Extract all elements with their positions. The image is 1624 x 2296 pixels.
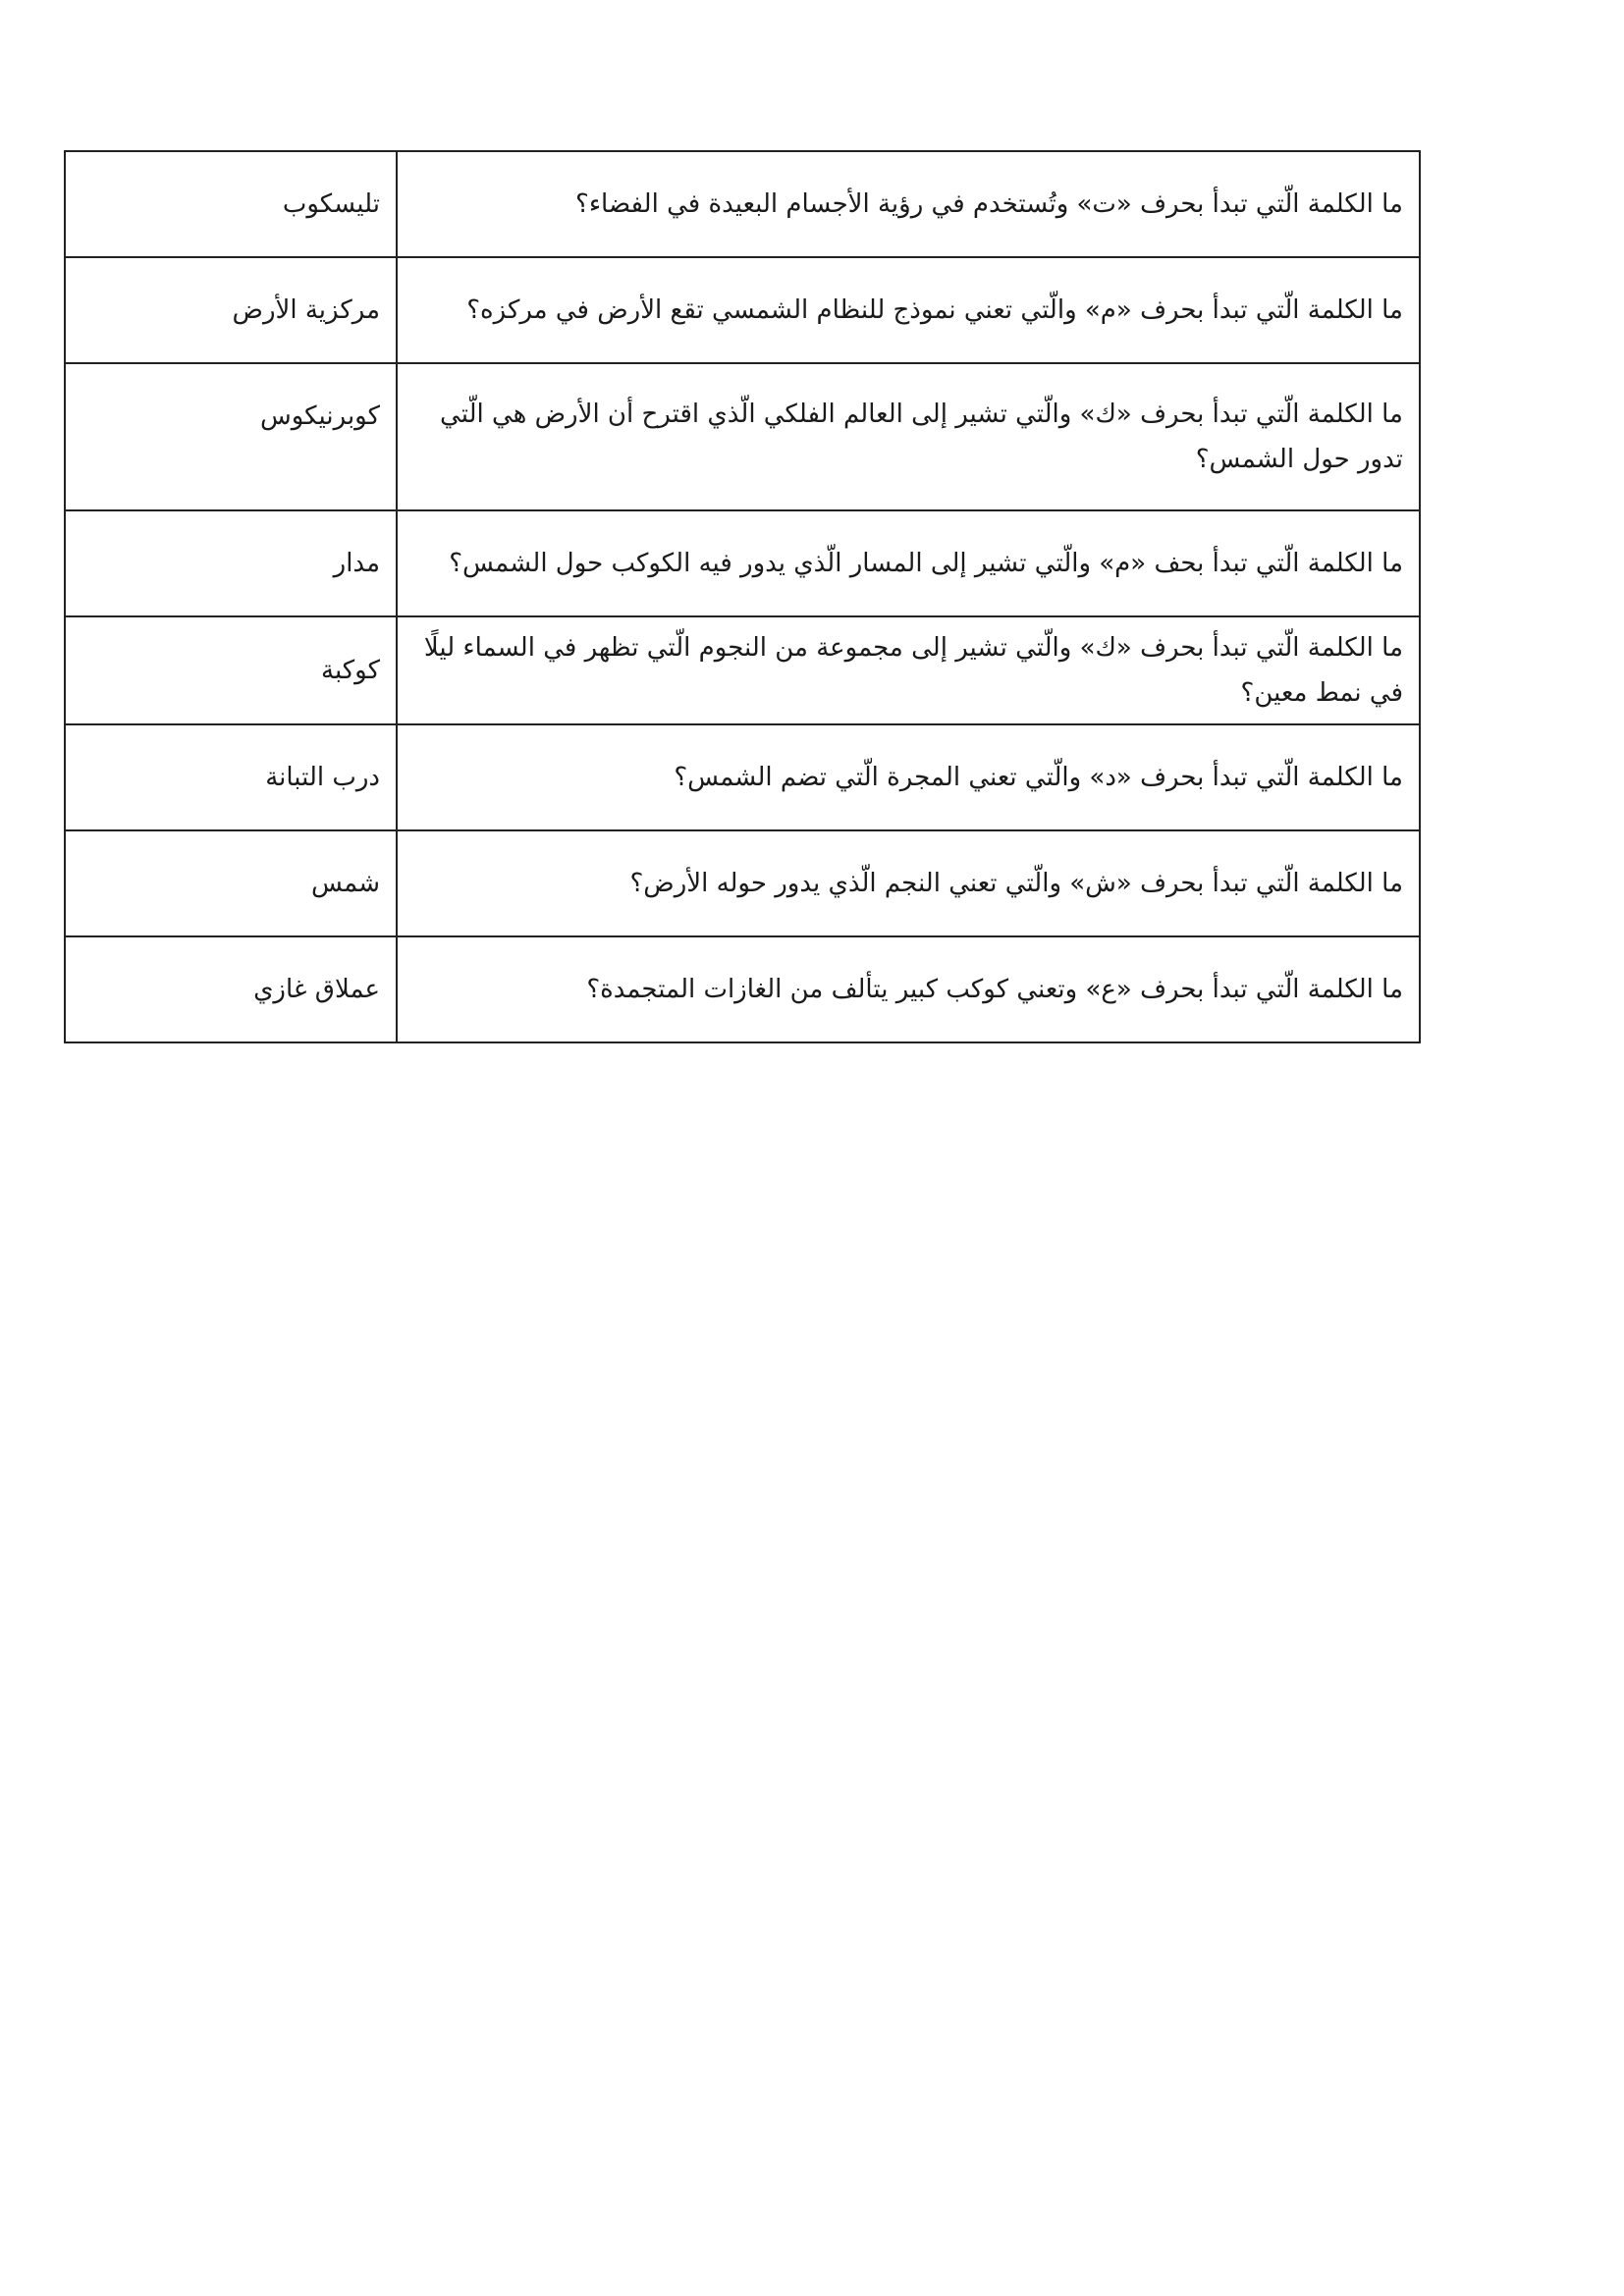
question-cell: ما الكلمة الّتي تبدأ بحرف «ك» والّتي تشير إلى مجموعة من النجوم الّتي تظهر في السماء ليلًا في نمط معين؟ bbox=[397, 616, 1420, 724]
table-row bbox=[65, 936, 1420, 1042]
table-row bbox=[65, 724, 1420, 830]
table-row bbox=[65, 830, 1420, 936]
question-cell: ما الكلمة الّتي تبدأ بحرف «ت» وتُستخدم في رؤية الأجسام البعيدة في الفضاء؟ bbox=[397, 151, 1420, 257]
answer-cell: عملاق غازي bbox=[65, 936, 397, 1042]
answer-cell: درب التبانة bbox=[65, 724, 397, 830]
question-cell: ما الكلمة الّتي تبدأ بحرف «ع» وتعني كوكب كبير يتألف من الغازات المتجمدة؟ bbox=[397, 936, 1420, 1042]
table-row bbox=[65, 363, 1420, 510]
document-sheet bbox=[64, 150, 1419, 1043]
question-cell: ما الكلمة الّتي تبدأ بحرف «م» والّتي تعني نموذج للنظام الشمسي تقع الأرض في مركزه؟ bbox=[397, 257, 1420, 363]
table-row bbox=[65, 257, 1420, 363]
answer-cell: شمس bbox=[65, 830, 397, 936]
question-cell: ما الكلمة الّتي تبدأ بحرف «د» والّتي تعني المجرة الّتي تضم الشمس؟ bbox=[397, 724, 1420, 830]
table-row bbox=[65, 510, 1420, 616]
table-row bbox=[65, 616, 1420, 724]
question-cell: ما الكلمة الّتي تبدأ بحرف «ش» والّتي تعني النجم الّذي يدور حوله الأرض؟ bbox=[397, 830, 1420, 936]
answer-cell: تليسكوب bbox=[65, 151, 397, 257]
question-cell: ما الكلمة الّتي تبدأ بحرف «ك» والّتي تشير إلى العالم الفلكي الّذي اقترح أن الأرض هي الّتي تدور حول الشمس؟ bbox=[397, 363, 1420, 510]
question-answer-table bbox=[64, 150, 1421, 1043]
answer-cell: كوكبة bbox=[65, 616, 397, 724]
question-cell: ما الكلمة الّتي تبدأ بحف «م» والّتي تشير إلى المسار الّذي يدور فيه الكوكب حول الشمس؟ bbox=[397, 510, 1420, 616]
answer-cell: كوبرنيكوس bbox=[65, 363, 397, 510]
answer-cell: مركزية الأرض bbox=[65, 257, 397, 363]
answer-cell: مدار bbox=[65, 510, 397, 616]
table-row bbox=[65, 151, 1420, 257]
